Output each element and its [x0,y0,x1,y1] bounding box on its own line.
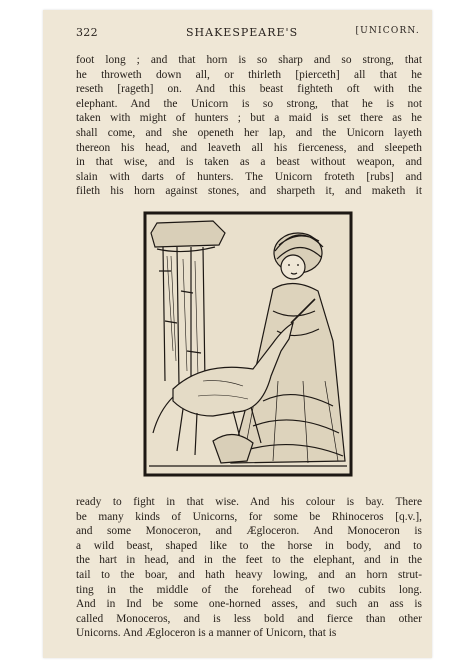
text-line: foot long ; and that horn is so sharp and so strong, that [76,54,422,66]
text-line: and some Monoceron, and Ægloceron. And Monoceron is [76,525,422,538]
running-head [76,26,420,40]
text-line: ting in the middle of the forehead of two cubits long. [76,583,422,596]
unicorn-woodcut-illustration [143,211,353,477]
text-line: taken with might of hunters ; but a maid is set there as he [76,112,422,125]
running-head-topic: [UNICORN. [355,26,420,36]
text-line: reseth [rageth] on. And this beast fighteth oft with the [76,83,422,96]
text-line: elephant. And the Unicorn is so strong, that he is not [76,97,422,110]
text-line: ready to fight in that wise. And his colour is bay. There [76,496,422,508]
text-line: in that wise, and is taken as a beast without weapon, and [76,156,422,169]
text-line: fileth his horn against stones, and sharpeth it, and maketh it [76,185,422,198]
text-line: be many kinds of Unicorns, for some be Rhinoceros [q.v.], [76,510,422,523]
text-line: slain with darts of hunters. The Unicorn froteth [rubs] and [76,170,422,183]
text-line: he throweth down all, or thirleth [pierceth] all that he [76,68,422,81]
text-block-top [76,53,422,199]
text-line: tail to the boar, and hath heavy lowing, and an horn strut- [76,568,422,581]
text-line: called Monoceros, and is less bold and fierce than other [76,612,422,625]
running-head-title: SHAKESPEARE'S [186,26,299,39]
text-line: thereon his head, and leaveth all his fierceness, and sleepeth [76,141,422,154]
text-line: a wild beast, shaped like to the horse in body, and to [76,539,422,552]
page-number: 322 [76,26,98,39]
text-line: And in Ind be some one-horned asses, and such an ass is [76,598,422,611]
text-line: the hart in head, and in the feet to the elephant, and in the [76,554,422,567]
text-line: shall come, and she openeth her lap, and the Unicorn layeth [76,126,422,139]
text-line: Unicorns. And Ægloceron is a manner of Unicorn, that is [76,627,337,640]
text-block-bottom [76,495,422,641]
